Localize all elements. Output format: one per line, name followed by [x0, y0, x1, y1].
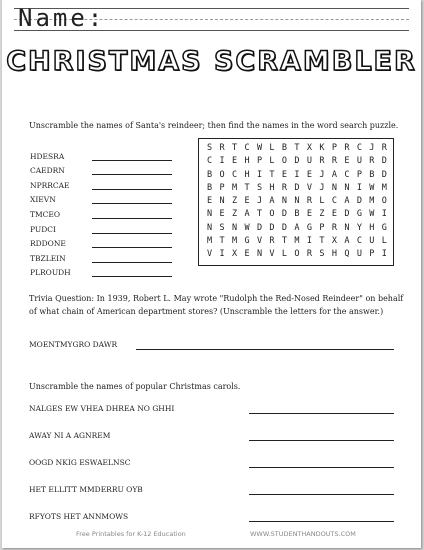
grid-letter[interactable]: I — [294, 169, 300, 180]
grid-letter[interactable]: O — [219, 169, 225, 180]
answer-line[interactable] — [92, 181, 172, 190]
grid-letter[interactable]: I — [219, 156, 225, 167]
grid-row — [207, 183, 387, 196]
grid-letter[interactable]: D — [356, 196, 362, 207]
grid-row — [207, 223, 387, 236]
grid-letter[interactable]: P — [356, 169, 362, 180]
grid-letter[interactable]: R — [281, 182, 288, 193]
grid-letter[interactable]: L — [269, 156, 275, 167]
grid-letter[interactable]: J — [319, 182, 325, 193]
grid-letter[interactable]: A — [294, 222, 300, 233]
grid-letter[interactable]: T — [256, 209, 263, 220]
grid-letter[interactable]: X — [231, 249, 238, 260]
grid-letter[interactable]: W — [256, 143, 263, 153]
list-item — [30, 204, 190, 219]
grid-letter[interactable]: A — [244, 209, 250, 220]
grid-letter[interactable]: H — [369, 222, 375, 233]
grid-letter[interactable]: R — [331, 156, 337, 167]
grid-letter[interactable]: C — [356, 143, 362, 153]
scrambled-word: NPRRCAE — [30, 180, 70, 190]
answer-line[interactable] — [92, 166, 172, 175]
carol-answer-line[interactable] — [249, 494, 394, 495]
grid-letter[interactable]: P — [369, 249, 375, 260]
grid-letter[interactable]: I — [219, 249, 225, 260]
grid-letter[interactable]: Y — [356, 222, 362, 233]
grid-letter[interactable]: E — [207, 196, 213, 207]
grid-letter[interactable]: M — [207, 236, 213, 247]
grid-letter[interactable]: D — [381, 169, 387, 180]
grid-letter[interactable]: M — [369, 196, 375, 207]
grid-letter[interactable]: C — [344, 169, 350, 180]
answer-line[interactable] — [92, 225, 172, 234]
grid-letter[interactable]: D — [256, 222, 263, 233]
grid-letter[interactable]: J — [319, 169, 325, 180]
grid-letter[interactable]: W — [369, 209, 375, 220]
carol-answer-line[interactable] — [249, 413, 394, 414]
footer-website: WWW.STUDENTHANDOUTS.COM — [250, 530, 356, 538]
grid-letter[interactable]: D — [281, 222, 288, 233]
carol-scrambled-title: OOGD NKIG ESWAELNSC — [29, 458, 131, 467]
grid-letter[interactable]: E — [306, 169, 312, 180]
grid-letter[interactable]: G — [244, 236, 250, 247]
grid-letter[interactable]: B — [207, 182, 213, 193]
grid-letter[interactable]: A — [344, 196, 350, 207]
trivia-question-line-2: of what chain of American department stores? (Unscramble the letters for the answer.) — [29, 307, 384, 316]
grid-letter[interactable]: S — [207, 143, 213, 153]
worksheet-page — [2, 0, 421, 548]
word-search-grid — [198, 138, 394, 266]
grid-letter[interactable]: E — [331, 209, 337, 220]
grid-letter[interactable]: R — [219, 143, 225, 153]
grid-letter[interactable]: M — [231, 182, 238, 193]
grid-letter[interactable]: N — [281, 196, 288, 207]
grid-letter[interactable]: A — [344, 236, 350, 247]
grid-row — [207, 196, 387, 209]
carol-scrambled-title: NALGES EW VHEA DHREA NO GHHI — [29, 404, 175, 413]
trivia-answer-line[interactable] — [136, 349, 394, 350]
grid-letter[interactable]: O — [381, 196, 387, 207]
grid-letter[interactable]: H — [244, 156, 250, 167]
grid-letter[interactable]: I — [381, 249, 387, 260]
grid-row — [207, 209, 387, 222]
trivia-question-line-1: Trivia Question: In 1939, Robert L. May wrote "Rudolph the Red-Nosed Reindeer" on behalf — [29, 294, 404, 303]
list-item — [30, 219, 190, 234]
grid-letter[interactable]: C — [244, 143, 250, 153]
grid-letter[interactable]: T — [231, 143, 238, 153]
grid-letter[interactable]: D — [281, 209, 288, 220]
grid-letter[interactable]: T — [294, 143, 300, 153]
grid-letter[interactable]: L — [269, 143, 275, 153]
grid-letter[interactable]: P — [256, 156, 263, 167]
answer-line[interactable] — [92, 195, 172, 204]
grid-letter[interactable]: N — [344, 182, 350, 193]
grid-letter[interactable]: A — [269, 196, 275, 207]
footer-tagline: Free Printables for K-12 Education — [76, 530, 186, 538]
grid-letter[interactable]: V — [269, 249, 275, 260]
grid-letter[interactable]: T — [244, 182, 250, 193]
grid-letter[interactable]: B — [281, 143, 288, 153]
grid-letter[interactable]: P — [319, 222, 325, 233]
grid-letter[interactable]: Z — [231, 209, 238, 220]
grid-letter[interactable]: R — [344, 143, 350, 153]
grid-letter[interactable]: U — [356, 156, 362, 167]
list-item — [30, 161, 190, 176]
grid-letter[interactable]: V — [207, 249, 213, 260]
grid-letter[interactable]: N — [256, 249, 263, 260]
grid-letter[interactable]: H — [269, 182, 275, 193]
grid-letter[interactable]: T — [269, 169, 275, 180]
grid-letter[interactable]: S — [256, 182, 263, 193]
grid-row — [207, 156, 387, 169]
list-item — [30, 248, 190, 263]
grid-letter[interactable]: N — [231, 222, 238, 233]
grid-letter[interactable]: C — [207, 156, 213, 167]
grid-letter[interactable]: O — [294, 249, 300, 260]
grid-letter[interactable]: E — [231, 156, 238, 167]
grid-letter[interactable]: G — [306, 222, 312, 233]
carol-answer-line[interactable] — [249, 521, 394, 522]
grid-letter[interactable]: R — [269, 236, 275, 247]
answer-line[interactable] — [92, 254, 172, 263]
grid-row — [207, 170, 387, 183]
list-item — [30, 146, 190, 161]
list-item — [30, 234, 190, 249]
grid-letter[interactable]: C — [231, 169, 238, 180]
grid-letter[interactable]: D — [381, 156, 387, 167]
grid-letter[interactable]: G — [381, 222, 387, 233]
grid-letter[interactable]: H — [244, 169, 250, 180]
carol-scrambled-title: AWAY NI A AGNREM — [29, 431, 111, 440]
grid-letter[interactable]: M — [231, 236, 238, 247]
grid-letter[interactable]: J — [256, 196, 263, 207]
answer-line[interactable] — [92, 152, 172, 161]
grid-letter[interactable]: R — [306, 249, 312, 260]
carols-instructions: Unscramble the names of popular Christmas carols. — [29, 382, 241, 391]
grid-letter[interactable]: B — [369, 169, 375, 180]
grid-letter[interactable]: D — [269, 222, 275, 233]
grid-letter[interactable]: E — [244, 196, 250, 207]
grid-letter[interactable]: D — [294, 182, 300, 193]
grid-letter[interactable]: R — [331, 222, 337, 233]
answer-line[interactable] — [92, 210, 172, 219]
page-title: CHRISTMAS SCRAMBLER — [6, 46, 417, 77]
grid-letter[interactable]: L — [381, 236, 387, 247]
grid-letter[interactable]: E — [281, 169, 288, 180]
grid-letter[interactable]: Q — [344, 249, 350, 260]
grid-letter[interactable]: E — [344, 156, 350, 167]
grid-letter[interactable]: J — [369, 143, 375, 153]
grid-letter[interactable]: D — [344, 209, 350, 220]
grid-letter[interactable]: V — [256, 236, 263, 247]
scrambled-word: TBZLEIN — [30, 253, 66, 263]
list-item — [30, 175, 190, 190]
grid-letter[interactable]: T — [281, 236, 288, 247]
grid-letter[interactable]: O — [281, 156, 288, 167]
answer-line[interactable] — [92, 239, 172, 248]
grid-letter[interactable]: D — [294, 156, 300, 167]
grid-letter[interactable]: K — [319, 143, 325, 153]
grid-letter[interactable]: G — [356, 209, 362, 220]
grid-row — [207, 249, 387, 262]
grid-letter[interactable]: Z — [319, 209, 325, 220]
scrambled-word: XIEVN — [30, 195, 56, 205]
scrambled-word: CAEDRN — [30, 166, 65, 176]
grid-letter[interactable]: E — [306, 209, 312, 220]
grid-letter[interactable]: I — [306, 236, 312, 247]
grid-letter[interactable]: A — [331, 169, 337, 180]
grid-letter[interactable]: B — [294, 209, 300, 220]
scrambled-word: TMCEO — [30, 209, 61, 219]
grid-letter[interactable]: U — [369, 236, 375, 247]
grid-letter[interactable]: E — [244, 249, 250, 260]
grid-letter[interactable]: N — [344, 222, 350, 233]
carol-scrambled-title: HET ELLITT MMDERRU OYB — [29, 485, 143, 494]
grid-letter[interactable]: L — [281, 249, 288, 260]
grid-letter[interactable]: C — [331, 196, 337, 207]
grid-letter[interactable]: C — [356, 236, 362, 247]
grid-letter[interactable]: R — [306, 196, 312, 207]
grid-row — [207, 143, 387, 156]
grid-letter[interactable]: P — [219, 182, 225, 193]
list-item — [30, 190, 190, 205]
grid-letter[interactable]: I — [256, 169, 263, 180]
answer-line[interactable] — [92, 268, 172, 277]
grid-letter[interactable]: M — [381, 182, 387, 193]
carol-answer-line[interactable] — [249, 467, 394, 468]
grid-letter[interactable]: I — [356, 182, 362, 193]
grid-letter[interactable]: W — [244, 222, 250, 233]
grid-letter[interactable]: N — [207, 209, 213, 220]
grid-letter[interactable]: B — [207, 169, 213, 180]
scrambled-word: HDESRA — [30, 151, 65, 161]
carol-answer-line[interactable] — [249, 440, 394, 441]
carol-scrambled-title: RFYOTS HET ANNMOWS — [29, 512, 129, 521]
name-label: Name: — [18, 4, 106, 32]
grid-letter[interactable]: N — [207, 222, 213, 233]
grid-letter[interactable]: V — [306, 182, 312, 193]
grid-letter[interactable]: R — [369, 156, 375, 167]
scrambled-word: RDDONE — [30, 239, 66, 249]
grid-letter[interactable]: Z — [231, 196, 238, 207]
grid-letter[interactable]: U — [306, 156, 312, 167]
list-item — [30, 263, 190, 278]
grid-letter[interactable]: X — [306, 143, 312, 153]
grid-letter[interactable]: T — [319, 236, 325, 247]
grid-letter[interactable]: M — [294, 236, 300, 247]
grid-row — [207, 236, 387, 249]
grid-letter[interactable]: H — [331, 249, 337, 260]
grid-letter[interactable]: N — [294, 196, 300, 207]
grid-letter[interactable]: R — [319, 156, 325, 167]
grid-letter[interactable]: S — [219, 222, 225, 233]
grid-letter[interactable]: P — [331, 143, 337, 153]
grid-letter[interactable]: E — [219, 209, 225, 220]
grid-letter[interactable]: R — [381, 143, 387, 153]
grid-letter[interactable]: X — [331, 236, 337, 247]
trivia-scrambled-answer: MOENTMYGRO DAWR — [29, 340, 118, 349]
scrambled-word: PLROUDH — [30, 268, 71, 278]
grid-letter[interactable]: W — [369, 182, 375, 193]
reindeer-word-list — [30, 146, 190, 277]
grid-letter[interactable]: T — [219, 236, 225, 247]
grid-letter[interactable]: I — [381, 209, 387, 220]
reindeer-instructions: Unscramble the names of Santa's reindeer; then find the names in the word search puzzle. — [29, 121, 399, 130]
grid-letter[interactable]: N — [331, 182, 337, 193]
grid-letter[interactable]: O — [269, 209, 275, 220]
grid-letter[interactable]: N — [219, 196, 225, 207]
scrambled-word: PUDCI — [30, 224, 56, 234]
grid-letter[interactable]: S — [319, 249, 325, 260]
grid-letter[interactable]: L — [319, 196, 325, 207]
grid-letter[interactable]: U — [356, 249, 362, 260]
